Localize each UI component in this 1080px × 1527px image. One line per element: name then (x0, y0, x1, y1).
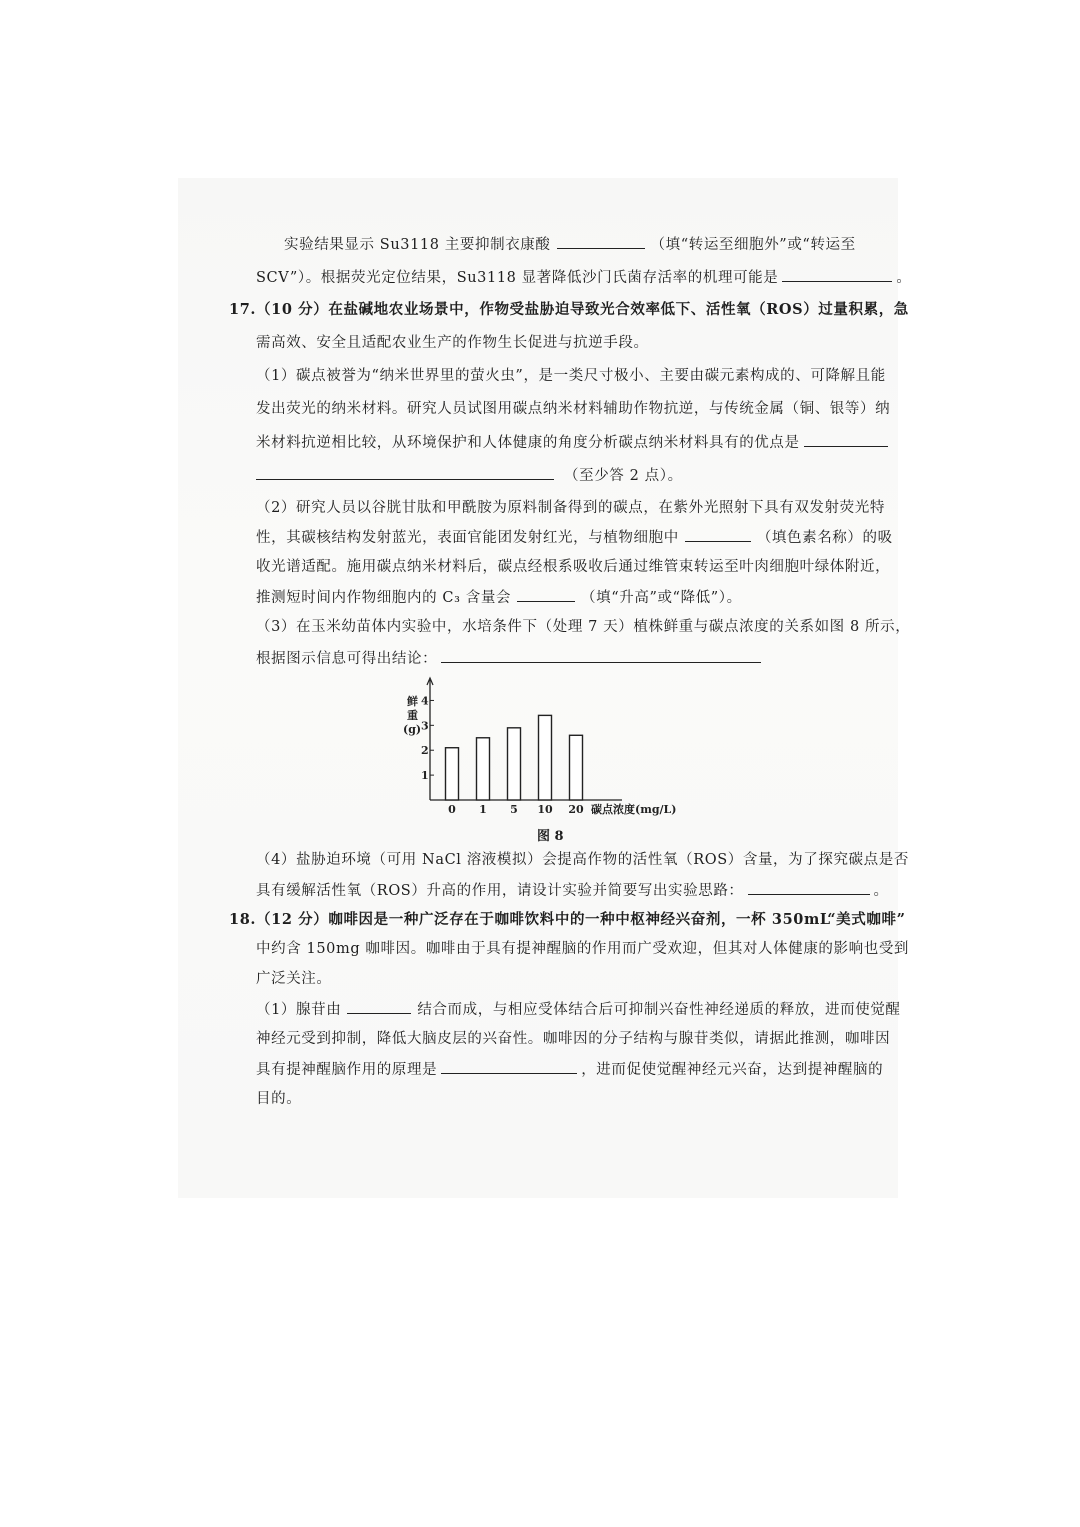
x-axis-label: 碳点浓度(mg/L) (591, 803, 677, 816)
y-tick-label: 2 (421, 744, 429, 758)
text-segment: （1）腺苷由 (256, 1002, 342, 1018)
bar (570, 735, 583, 800)
y-axis-label-char-2: 重 (407, 709, 418, 722)
text-segment: 。 (873, 883, 889, 899)
text-segment: 结合而成，与相应受体结合后可抑制兴奋性神经递质的释放，进而使觉醒 (417, 1002, 901, 1018)
q18-1-line-3 (256, 1059, 883, 1080)
answer-blank[interactable] (517, 587, 575, 602)
chart-bars (446, 715, 583, 800)
q17-3-line-2 (256, 648, 761, 669)
answer-blank[interactable] (782, 267, 892, 282)
x-tick-label: 10 (537, 803, 553, 816)
q17-1-line-2: 发出荧光的纳米材料。研究人员试图用碳点纳米材料辅助作物抗逆，与传统金属（铜、银等）纳 (256, 401, 891, 417)
figure-caption: 图 8 (537, 829, 564, 844)
text-segment: 具有提神醒脑作用的原理是 (256, 1062, 438, 1078)
text-segment: ，进而促使觉醒神经元兴奋，达到提神醒脑的 (581, 1062, 884, 1078)
answer-blank[interactable] (557, 234, 645, 249)
q18-1-line-1 (256, 999, 901, 1020)
answer-blank[interactable] (256, 465, 554, 480)
q17-1-line-4 (256, 465, 683, 486)
q18-line-3: 广泛关注。 (256, 971, 332, 987)
answer-blank[interactable] (748, 880, 870, 895)
q16-line-1 (284, 234, 856, 255)
y-axis-label-char-1: 鲜 (407, 695, 418, 708)
text-segment: （填色素名称）的吸 (756, 530, 893, 546)
q17-1-line-3 (256, 432, 888, 453)
figure-8-chart (395, 672, 695, 822)
answer-blank[interactable] (347, 999, 411, 1014)
text-segment: SCV”）。根据荧光定位结果，Su3118 显著降低沙门氏菌存活率的机理可能是 (256, 270, 779, 286)
bar (477, 738, 490, 800)
text-segment: 具有缓解活性氧（ROS）升高的作用，请设计实验并简要写出实验思路： (256, 883, 744, 899)
y-tick-label: 3 (421, 719, 429, 733)
q17-2-line-3: 收光谱适配。施用碳点纳米材料后，碳点经根系吸收后通过维管束转运至叶肉细胞叶绿体附近， (256, 559, 891, 575)
text-segment: （填“转运至细胞外”或“转运至 (650, 237, 856, 253)
q17-1-line-1: （1）碳点被誉为“纳米世界里的萤火虫”，是一类尺寸极小、主要由碳元素构成的、可降解且能 (256, 368, 886, 384)
q17-2-line-2 (256, 527, 893, 548)
answer-blank[interactable] (804, 432, 888, 447)
q17-3-line-1: （3）在玉米幼苗体内实验中，水培条件下（处理 7 天）植株鲜重与碳点浓度的关系如图 8 所示， (256, 619, 911, 635)
text-segment: 米材料抗逆相比较，从环境保护和人体健康的角度分析碳点纳米材料具有的优点是 (256, 435, 800, 451)
q17-4-line-1: （4）盐胁迫环境（可用 NaCl 溶液模拟）会提高作物的活性氧（ROS）含量，为了探究碳点是否 (256, 852, 909, 868)
q18-heading: 18.（12 分）咖啡因是一种广泛存在于咖啡饮料中的一种中枢神经兴奋剂，一杯 350mL“美式咖啡” (229, 911, 906, 928)
answer-blank[interactable] (441, 648, 761, 663)
text-segment: 推测短时间内作物细胞内的 C₃ 含量会 (256, 590, 512, 606)
y-axis-label-unit: (g) (403, 723, 422, 736)
q18-1-line-2: 神经元受到抑制，降低大脑皮层的兴奋性。咖啡因的分子结构与腺苷类似，请据此推测，咖啡因 (256, 1031, 891, 1047)
q18-1-line-4: 目的。 (256, 1091, 302, 1107)
bar (508, 728, 521, 800)
q17-2-line-4 (256, 587, 742, 608)
bar (446, 748, 459, 800)
y-tick-label: 4 (421, 694, 429, 708)
q16-line-2 (256, 267, 911, 288)
text-segment: 。 (896, 270, 912, 286)
text-segment: （填“升高”或“降低”）。 (581, 590, 742, 606)
text-segment: 性，其碳核结构发射蓝光，表面官能团发射红光，与植物细胞中 (256, 530, 679, 546)
q17-line-2: 需高效、安全且适配农业生产的作物生长促进与抗逆手段。 (256, 335, 649, 351)
answer-blank[interactable] (685, 527, 751, 542)
bar (539, 715, 552, 800)
q18-line-2: 中约含 150mg 咖啡因。咖啡由于具有提神醒脑的作用而广受欢迎，但其对人体健康的影响也受到 (256, 941, 910, 957)
y-tick-label: 1 (421, 769, 429, 783)
x-tick-label: 1 (479, 803, 487, 816)
q17-heading: 17.（10 分）在盐碱地农业场景中，作物受盐胁迫导致光合效率低下、活性氧（ROS）过量积累，急 (229, 301, 909, 318)
x-tick-label: 20 (568, 803, 584, 816)
q17-4-line-2 (256, 880, 889, 901)
text-segment: （至少答 2 点）。 (564, 468, 683, 484)
x-tick-label: 0 (448, 803, 456, 816)
q17-2-line-1: （2）研究人员以谷胱甘肽和甲酰胺为原料制备得到的碳点，在紫外光照射下具有双发射荧光特 (256, 500, 885, 516)
answer-blank[interactable] (441, 1059, 577, 1074)
text-segment: 根据图示信息可得出结论： (256, 651, 438, 667)
x-tick-label: 5 (510, 803, 518, 816)
text-segment: 实验结果显示 Su3118 主要抑制衣康酸 (284, 237, 551, 253)
